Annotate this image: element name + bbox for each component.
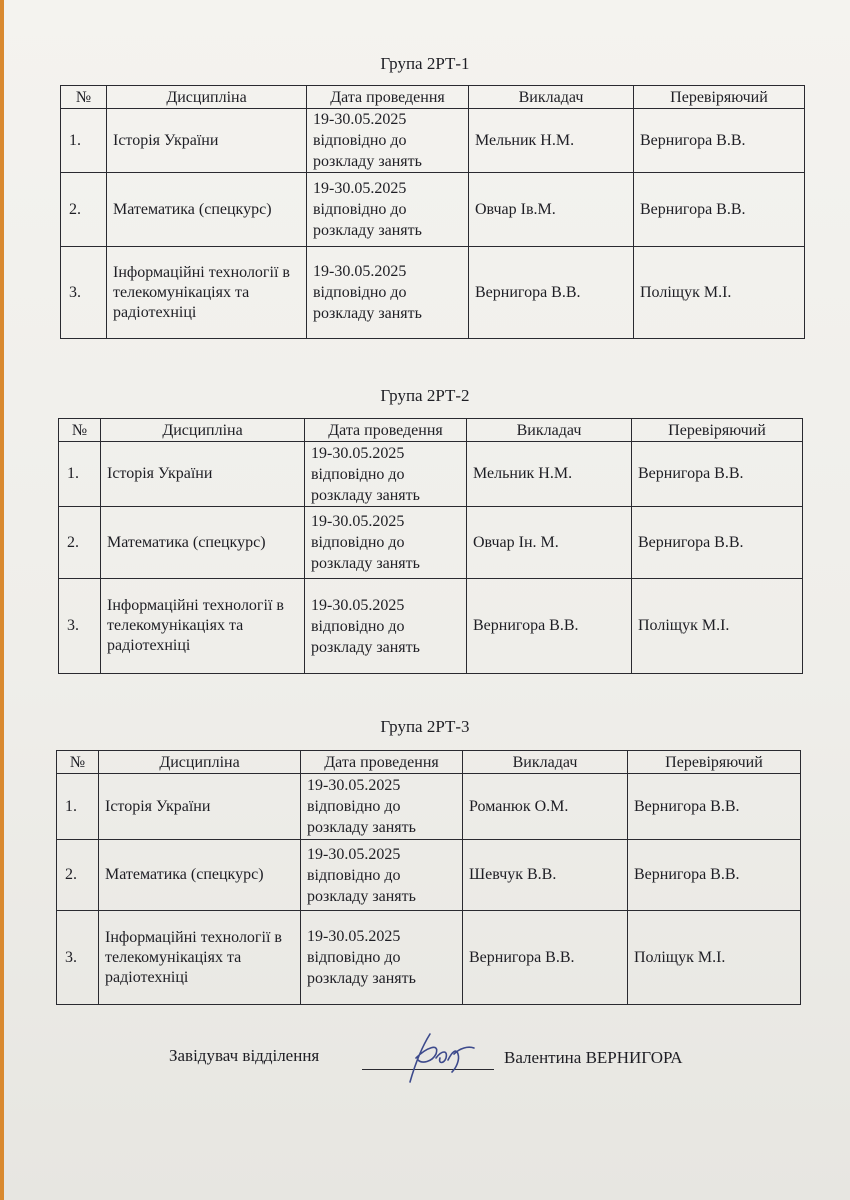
header-checker: Перевіряючий	[634, 86, 805, 109]
row-date: 19-30.05.2025 відповідно до розкладу занять	[307, 109, 469, 173]
row-date: 19-30.05.2025 відповідно до розкладу занять	[307, 247, 469, 339]
row-num: 2.	[59, 507, 101, 579]
row-date: 19-30.05.2025 відповідно до розкладу занять	[301, 911, 463, 1005]
row-checker: Поліщук М.І.	[634, 247, 805, 339]
row-discipline: Математика (спецкурс)	[101, 507, 305, 579]
header-teacher: Викладач	[469, 86, 634, 109]
row-teacher: Романюк О.М.	[463, 774, 628, 840]
table-header-row	[61, 86, 805, 109]
row-checker: Вернигора В.В.	[632, 442, 803, 507]
row-discipline: Інформаційні технології в телекомунікаціях та радіотехніці	[99, 911, 301, 1005]
background-edge	[0, 0, 4, 1200]
row-num: 2.	[61, 173, 107, 247]
table-header-row	[57, 751, 801, 774]
table-row	[61, 173, 805, 247]
header-checker: Перевіряючий	[628, 751, 801, 774]
schedule-table-1	[60, 85, 805, 339]
row-discipline: Інформаційні технології в телекомунікаціях та радіотехніці	[107, 247, 307, 339]
table-row	[61, 109, 805, 173]
row-num: 1.	[61, 109, 107, 173]
header-discipline: Дисципліна	[107, 86, 307, 109]
header-date: Дата проведення	[301, 751, 463, 774]
row-date: 19-30.05.2025 відповідно до розкладу занять	[307, 173, 469, 247]
handwritten-signature	[396, 1028, 476, 1086]
row-teacher: Шевчук В.В.	[463, 840, 628, 911]
row-discipline: Інформаційні технології в телекомунікаціях та радіотехніці	[101, 579, 305, 674]
row-teacher: Вернигора В.В.	[467, 579, 632, 674]
row-num: 2.	[57, 840, 99, 911]
header-teacher: Викладач	[463, 751, 628, 774]
row-num: 3.	[59, 579, 101, 674]
header-num: №	[59, 419, 101, 442]
header-num: №	[57, 751, 99, 774]
row-checker: Вернигора В.В.	[632, 507, 803, 579]
row-checker: Поліщук М.І.	[628, 911, 801, 1005]
signature-label: Завідувач відділення	[169, 1046, 320, 1065]
row-num: 1.	[57, 774, 99, 840]
row-teacher: Мельник Н.М.	[469, 109, 634, 173]
schedule-table-2	[58, 418, 803, 674]
group-title-2: Група 2РТ-2	[380, 386, 470, 405]
row-num: 3.	[57, 911, 99, 1005]
table-row	[61, 247, 805, 339]
row-date: 19-30.05.2025 відповідно до розкладу занять	[305, 442, 467, 507]
row-discipline: Математика (спецкурс)	[99, 840, 301, 911]
table-row	[59, 579, 803, 674]
group-title-1: Група 2РТ-1	[380, 54, 470, 73]
header-checker: Перевіряючий	[632, 419, 803, 442]
row-discipline: Історія України	[101, 442, 305, 507]
table-row	[57, 911, 801, 1005]
table-row	[59, 442, 803, 507]
row-checker: Вернигора В.В.	[634, 173, 805, 247]
row-checker: Поліщук М.І.	[632, 579, 803, 674]
row-teacher: Овчар Ін. М.	[467, 507, 632, 579]
table-header-row	[59, 419, 803, 442]
row-num: 3.	[61, 247, 107, 339]
table-row	[57, 774, 801, 840]
row-discipline: Математика (спецкурс)	[107, 173, 307, 247]
row-date: 19-30.05.2025 відповідно до розкладу занять	[305, 579, 467, 674]
row-teacher: Мельник Н.М.	[467, 442, 632, 507]
row-num: 1.	[59, 442, 101, 507]
row-discipline: Історія України	[107, 109, 307, 173]
header-discipline: Дисципліна	[99, 751, 301, 774]
row-date: 19-30.05.2025 відповідно до розкладу занять	[301, 840, 463, 911]
signature-block	[0, 1040, 850, 1100]
header-date: Дата проведення	[305, 419, 467, 442]
row-discipline: Історія України	[99, 774, 301, 840]
table-row	[59, 507, 803, 579]
header-discipline: Дисципліна	[101, 419, 305, 442]
table-row	[57, 840, 801, 911]
row-checker: Вернигора В.В.	[628, 774, 801, 840]
row-date: 19-30.05.2025 відповідно до розкладу занять	[301, 774, 463, 840]
row-checker: Вернигора В.В.	[628, 840, 801, 911]
row-teacher: Овчар Ів.М.	[469, 173, 634, 247]
header-num: №	[61, 86, 107, 109]
header-date: Дата проведення	[307, 86, 469, 109]
row-teacher: Вернигора В.В.	[463, 911, 628, 1005]
schedule-table-3	[56, 750, 801, 1005]
signature-name: Валентина ВЕРНИГОРА	[504, 1048, 683, 1067]
group-title-3: Група 2РТ-3	[380, 717, 470, 736]
row-teacher: Вернигора В.В.	[469, 247, 634, 339]
header-teacher: Викладач	[467, 419, 632, 442]
row-checker: Вернигора В.В.	[634, 109, 805, 173]
row-date: 19-30.05.2025 відповідно до розкладу занять	[305, 507, 467, 579]
